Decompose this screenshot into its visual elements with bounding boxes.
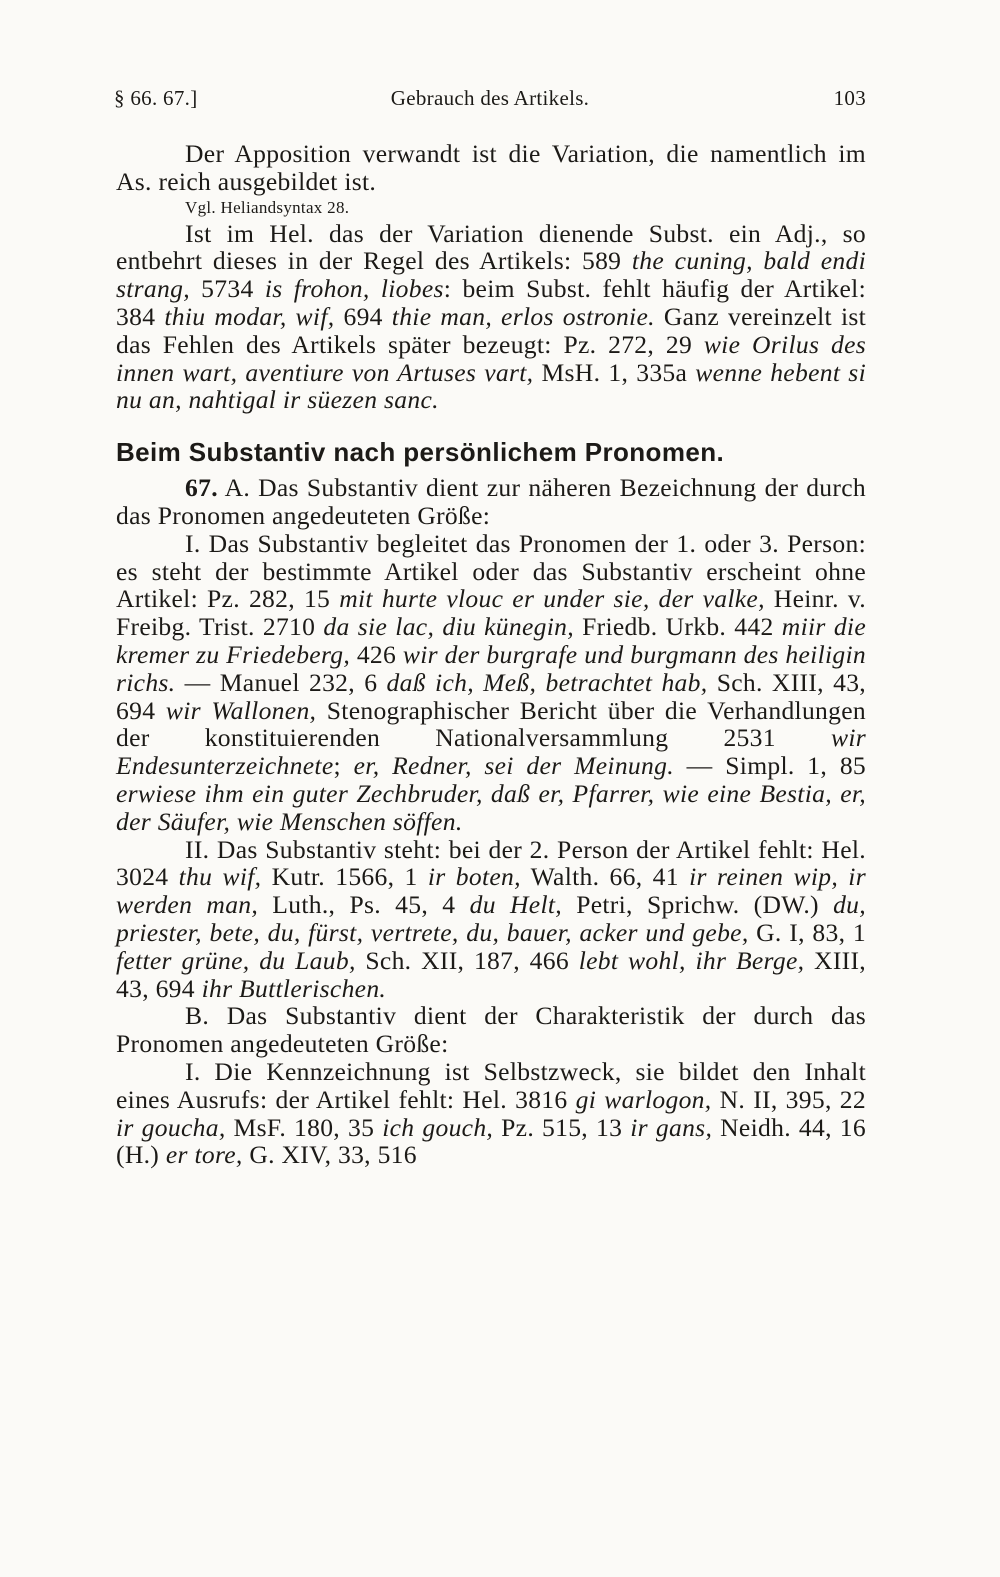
paragraph-67b-i: I. Die Kennzeichnung ist Selbstzweck, sie bildet den Inhalt eines Ausrufs: der Artikel fehlt: Hel. 3816 gi warlogon, N. II, 395, 22 ir goucha, MsF. 180, 35 ich gouch, Pz. 515, 13 ir gans, Neidh. 44, 16 (H.) er tore, G. XIV, 33, 516 <box>116 1056 866 1170</box>
body-text <box>116 140 866 1169</box>
paragraph-67a-ii: II. Das Substantiv steht: bei der 2. Person der Artikel fehlt: Hel. 3024 thu wif, Kutr. 1566, 1 ir boten, Walth. 66, 41 ir reinen wip, ir werden man, Luth., Ps. 45, 4 du Helt, Petri, Sprichw. (DW.) du, priester, bete, du, fürst, vertrete, du, bauer, acker und gebe, G. I, 83, 1 fetter grüne, du Laub, Sch. XII, 187, 466 lebt wohl, ihr Berge, XIII, 43, 694 ihr Buttlerischen. <box>116 834 866 1003</box>
running-title: Gebrauch des Artikels. <box>390 86 590 110</box>
paragraph-67b: B. Das Substantiv dient der Charakteristik der durch das Pronomen angedeuteten Größe: <box>116 1001 866 1059</box>
section-heading: Beim Substantiv nach persönlichem Pronomen. <box>116 437 725 468</box>
paragraph-67a-i: I. Das Substantiv begleitet das Pronomen der 1. oder 3. Person: es steht der bestimmte Artikel oder das Substantiv erscheint ohne Artikel: Pz. 282, 15 mit hurte vlouc er under sie, der valke, Heinr. v. Freibg. Trist. 2710 da sie lac, diu künegin, Friedb. Urkb. 442 miir die kremer zu Friedeberg, 426 wir der burgrafe und burgmann des heiligin richs. — Manuel 232, 6 daß ich, Meß, betrachtet hab, Sch. XIII, 43, 694 wir Wallonen, Stenographischer Bericht über die Verhandlungen der konstituierenden Nationalversammlung 2531 wir Endesunterzeichnete; er, Redner, sei der Meinung. — Simpl. 1, 85 erwiese ihm ein guter Zechbruder, daß er, Pfarrer, wie eine Bestia, er, der Säufer, wie Menschen söffen. <box>116 528 867 836</box>
running-header <box>114 86 866 116</box>
section-number: 67. <box>185 473 218 503</box>
page-number: 103 <box>833 86 866 110</box>
section-reference: § 66. 67.] <box>114 86 198 110</box>
paragraph-variation: Der Apposition verwandt ist die Variation, die namentlich im As. reich ausgebildet ist. <box>116 139 866 196</box>
reference-note: Vgl. Heliandsyntax 28. <box>185 197 350 217</box>
paragraph-67a: 67. A. Das Substantiv dient zur näheren Bezeichnung der durch das Pronomen angedeuteten Größe: <box>116 473 866 530</box>
paragraph-heliand: Ist im Hel. das der Variation dienende Subst. ein Adj., so entbehrt dieses in der Regel des Artikels: 589 the cuning, bald endi strang, 5734 is frohon, liobes: beim Subst. fehlt häufig der Artikel: 384 thiu modar, wif, 694 thie man, erlos ostronie. Ganz vereinzelt ist das Fehlen des Artikels später bezeugt: Pz. 272, 29 wie Orilus des innen wart, aventiure von Artuses vart, MsH. 1, 335a wenne hebent si nu an, nahtigal ir süezen sanc. <box>116 218 867 415</box>
